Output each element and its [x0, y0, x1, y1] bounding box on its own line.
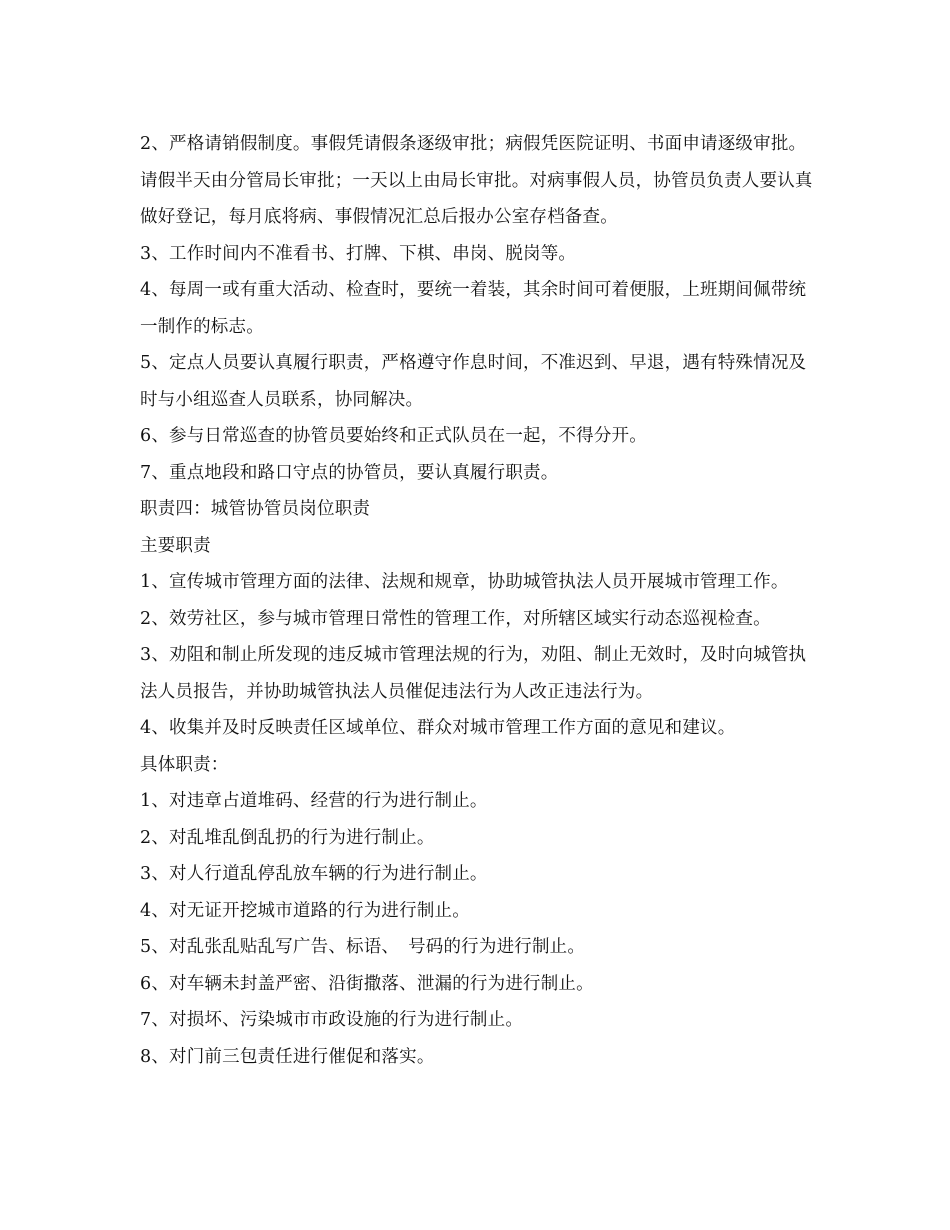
- paragraph: 4、每周一或有重大活动、检查时，要统一着装，其余时间可着便服，上班期间佩带统一制作的标志。: [140, 280, 807, 337]
- list-item: 7、对损坏、污染城市市政设施的行为进行制止。: [140, 1010, 524, 1030]
- subheading: 主要职责: [140, 535, 211, 556]
- list-item: 8、对门前三包责任进行催促和落实。: [140, 1046, 435, 1067]
- paragraph: 2、严格请销假制度。事假凭请假条逐级审批；病假凭医院证明、书面申请逐级审批。请假半天由分管局长审批；一天以上由局长审批。对病事假人员，协管员负责人要认真做好登记，每月底将病、事假情况汇总后报办公室存档备查。: [140, 134, 813, 227]
- section-heading: 职责四：城管协管员岗位职责: [140, 499, 371, 519]
- list-item: 3、对人行道乱停乱放车辆的行为进行制止。: [140, 864, 488, 884]
- paragraph: 4、收集并及时反映责任区域单位、群众对城市管理工作方面的意见和建议。: [140, 718, 736, 738]
- list-item: 2、对乱堆乱倒乱扔的行为进行制止。: [140, 827, 435, 848]
- paragraph: 6、参与日常巡查的协管员要始终和正式队员在一起，不得分开。: [140, 426, 647, 446]
- paragraph: 2、效劳社区，参与城市管理日常性的管理工作，对所辖区域实行动态巡视检查。: [140, 608, 771, 629]
- list-item: 6、对车辆未封盖严密、沿街撒落、泄漏的行为进行制止。: [140, 973, 594, 994]
- paragraph: 5、定点人员要认真履行职责，严格遵守作息时间，不准迟到、早退，遇有特殊情况及时与小组巡查人员联系，协同解决。: [140, 353, 807, 410]
- paragraph: 3、工作时间内不准看书、打牌、下棋、串岗、脱岗等。: [140, 243, 577, 264]
- list-item: 4、对无证开挖城市道路的行为进行制止。: [140, 900, 470, 921]
- list-item: 1、对违章占道堆码、经营的行为进行制止。: [140, 791, 488, 811]
- document-body: [140, 126, 820, 1075]
- subheading: 具体职责：: [140, 754, 229, 775]
- list-item: 5、对乱张乱贴乱写广告、标语、 号码的行为进行制止。: [140, 937, 586, 957]
- paragraph: 1、宣传城市管理方面的法律、法规和规章，协助城管执法人员开展城市管理工作。: [140, 572, 789, 592]
- paragraph: 3、劝阻和制止所发现的违反城市管理法规的行为，劝阻、制止无效时，及时向城管执法人员报告，并协助城管执法人员催促违法行为人改正违法行为。: [140, 645, 807, 702]
- paragraph: 7、重点地段和路口守点的协管员，要认真履行职责。: [140, 462, 559, 483]
